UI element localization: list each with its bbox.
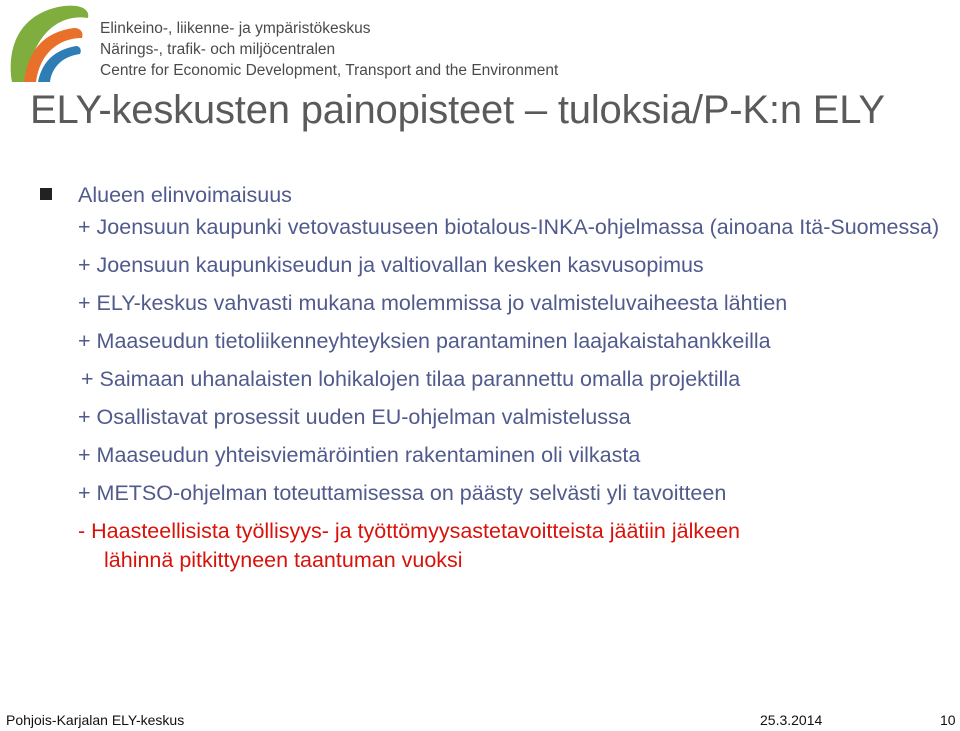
list-item: + Maaseudun tietoliikenneyhteyksien parantaminen laajakaistahankkeilla: [78, 329, 771, 353]
negative-line-1: - Haasteellisista työllisyys- ja työttömyysastetavoitteista jäätiin jälkeen: [78, 519, 740, 543]
list-item: + ELY-keskus vahvasti mukana molemmissa jo valmisteluvaiheesta lähtien: [78, 291, 788, 315]
list-item: + Joensuun kaupunki vetovastuuseen biotalous-INKA-ohjelmassa (ainoana Itä-Suomessa): [78, 215, 940, 239]
org-name-sv: Närings-, trafik- och miljöcentralen: [100, 41, 336, 58]
list-item: + Saimaan uhanalaisten lohikalojen tilaa parannettu omalla projektilla: [81, 367, 741, 391]
negative-line-2: lähinnä pitkittyneen taantuman vuoksi: [104, 548, 463, 572]
list-item: + Maaseudun yhteisviemäröintien rakentaminen oli vilkasta: [78, 443, 641, 467]
slide-title: ELY-keskusten painopisteet – tuloksia/P-K:n ELY: [30, 88, 885, 132]
footer-page-number: 10: [940, 712, 956, 728]
org-name-en: Centre for Economic Development, Transport and the Environment: [100, 62, 559, 79]
slide-content: [40, 180, 955, 575]
org-name-fi: Elinkeino-, liikenne- ja ympäristökeskus: [100, 20, 371, 37]
list-item: + METSO-ohjelman toteuttamisessa on päästy selvästi yli tavoitteen: [78, 481, 727, 505]
square-bullet-icon: [40, 188, 52, 200]
ely-logo: [4, 4, 90, 86]
list-item: + Osallistavat prosessit uuden EU-ohjelman valmistelussa: [78, 405, 631, 429]
negative-item: [40, 517, 955, 575]
bullet-heading: [40, 180, 955, 210]
heading-text: Alueen elinvoimaisuus: [78, 183, 292, 207]
org-name-block: [100, 18, 558, 81]
footer-date: 25.3.2014: [760, 712, 823, 728]
footer-org: Pohjois-Karjalan ELY-keskus: [6, 712, 185, 728]
list-item: + Joensuun kaupunkiseudun ja valtiovallan kesken kasvusopimus: [78, 253, 704, 277]
